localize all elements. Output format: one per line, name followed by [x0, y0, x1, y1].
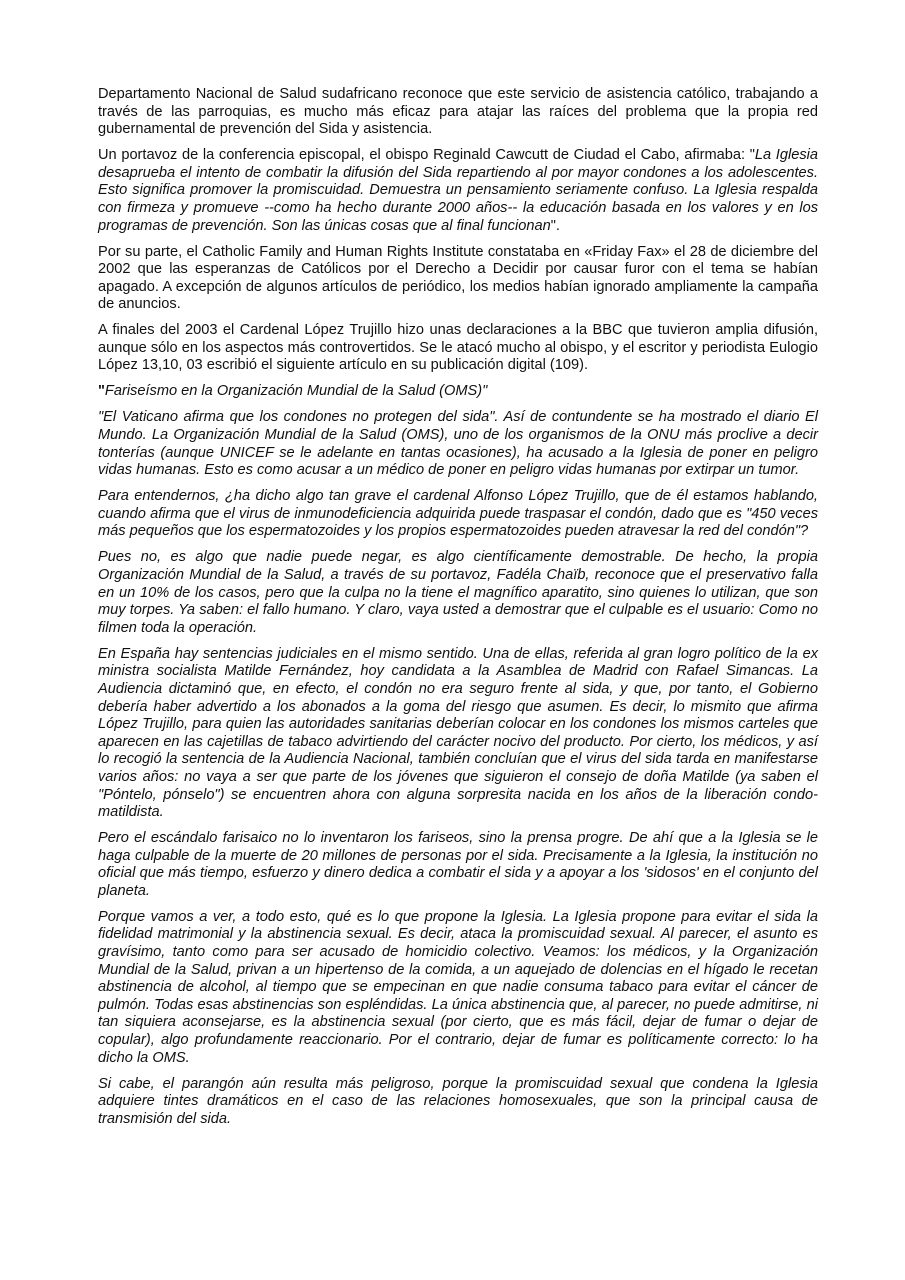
paragraph-pharisaic-scandal: Pero el escándalo farisaico no lo inventaron los fariseos, sino la prensa progre. De ahí que a la Iglesia se le haga culpable de la muerte de 20 millones de personas por el sida. Precisamente a la Iglesia, la institución no oficial que más tiempo, esfuerzo y dinero dedica a combatir el sida y a apoyar a los 'sidosos' en el conjunto del planeta. — [98, 830, 818, 899]
bishop-quote-text: La Iglesia desaprueba el intento de combatir la difusión del Sida repartiendo al por mayor condones a los adolescentes. Esto significa promover la promiscuidad. Demuestra un pensamiento seriamente confuso. La Iglesia respalda con firmeza y promueve --como ha hecho durante 2000 años-- la educación basada en los valores y en los programas de prevención. Son las únicas cosas que al final funcionan — [98, 147, 818, 234]
paragraph-south-africa-health: Departamento Nacional de Salud sudafricano reconoce que este servicio de asistencia católico, trabajando a través de las parroquias, es mucho más eficaz para atajar las raíces del problema que la propia red gubernamental de prevención del Sida y asistencia. — [98, 86, 818, 138]
heading-text: Fariseísmo en la Organización Mundial de la Salud (OMS)" — [104, 383, 488, 400]
document-page — [98, 86, 818, 1137]
paragraph-tail-text: ". — [550, 217, 560, 234]
paragraph-bishop-quote — [98, 147, 818, 235]
paragraph-who-spokesperson: Pues no, es algo que nadie puede negar, es algo científicamente demostrable. De hecho, la propia Organización Mundial de la Salud, a través de su portavoz, Fadéla Chaïb, reconoce que el preservativo falla en un 10% de los casos, pero que la culpa no la tiene el magnífico aparatito, sino quienes lo utilizan, que son muy torpes. Ya saben: el fallo humano. Y claro, vaya usted a demostrar que el culpable es el usuario: Como no filmen toda la operación. — [98, 549, 818, 636]
paragraph-spain-sentences: En España hay sentencias judiciales en el mismo sentido. Una de ellas, referida al gran logro político de la ex ministra socialista Matilde Fernández, hoy candidata a la Asamblea de Madrid con Rafael Simancas. La Audiencia dictaminó que, en efecto, el condón no era seguro frente al sida, y que, por tanto, el Gobierno debería haber advertido a los abonados a la goma del riesgo que asumen. Es decir, lo mismito que afirma López Trujillo, para quien las autoridades sanitarias deberían colocar en los condones los mismos carteles que aparecen en las cajetillas de tabaco advirtiendo del carácter nocivo del producto. Por cierto, los médicos, y así lo recogió la sentencia de la Audiencia Nacional, también concluían que el virus del sida tarda en manifestarse varios años: no vaya a ser que parte de los jóvenes que siguieron el consejo de doña Matilde (ya saben el "Póntelo, pónselo") se encuentren ahora con alguna sorpresita nacida en los años de la liberación condo-matildista. — [98, 645, 818, 821]
paragraph-lopez-trujillo: Para entendernos, ¿ha dicho algo tan grave el cardenal Alfonso López Trujillo, que de él estamos hablando, cuando afirma que el virus de inmunodeficiencia adquirida puede traspasar el condón, dado que es "450 veces más pequeños que los espermatozoides y los propios espermatozoides pueden atravesar la red del condón"? — [98, 488, 818, 540]
paragraph-bbc-declarations: A finales del 2003 el Cardenal López Trujillo hizo unas declaraciones a la BBC que tuvieron amplia difusión, aunque sólo en los aspectos más controvertidos. Se le atacó mucho al obispo, y el escritor y periodista Eulogio López 13,10, 03 escribió el siguiente artículo en su publicación digital (109). — [98, 322, 818, 374]
paragraph-church-proposal: Porque vamos a ver, a todo esto, qué es lo que propone la Iglesia. La Iglesia propone para evitar el sida la fidelidad matrimonial y la abstinencia sexual. Es decir, ataca la promiscuidad sexual. Al parecer, el asunto es gravísimo, tanto como para ser acusado de homicidio colectivo. Veamos: los médicos, y la Organización Mundial de la Salud, privan a un hipertenso de la comida, a un aquejado de dolencias en el hígado le recetan abstinencia de alcohol, al tiempo que se empecinan en que nadie consuma tabaco para evitar el cáncer de pulmón. Todas esas abstinencias son espléndidas. La única abstinencia que, al parecer, no puede admitirse, ni tan siquiera aconsejarse, es la abstinencia sexual (por cierto, que es más fácil, dejar de fumar o dejar de copular), algo profundamente reaccionario. Por el contrario, dejar de fumar es políticamente correcto: lo ha dicho la OMS. — [98, 908, 818, 1066]
article-heading — [98, 383, 818, 401]
paragraph-vatican-condoms: "El Vaticano afirma que los condones no protegen del sida". Así de contundente se ha mostrado el diario El Mundo. La Organización Mundial de la Salud (OMS), uno de los organismos de la ONU más proclive a decir tonterías (aunque UNICEF se le adelante en tantas ocasiones), ha acusado a la Iglesia de poner en peligro vidas humanas. Esto es como acusar a un médico de poner en peligro vidas humanas por extirpar un tumor. — [98, 409, 818, 479]
paragraph-lead-text: Un portavoz de la conferencia episcopal, el obispo Reginald Cawcutt de Ciudad el Cabo, afirmaba: " — [98, 147, 755, 164]
heading-open-quote: " — [98, 383, 105, 400]
paragraph-comparison: Si cabe, el parangón aún resulta más peligroso, porque la promiscuidad sexual que condena la Iglesia adquiere tintes dramáticos en el caso de las relaciones homosexuales, que son la principal causa de transmisión del sida. — [98, 1075, 818, 1127]
paragraph-friday-fax: Por su parte, el Catholic Family and Human Rights Institute constataba en «Friday Fax» el 28 de diciembre del 2002 que las esperanzas de Católicos por el Derecho a Decidir por causar furor con el tema se habían apagado. A excepción de algunos artículos de periódico, los medios habían ignorado ampliamente la campaña de anuncios. — [98, 243, 818, 313]
